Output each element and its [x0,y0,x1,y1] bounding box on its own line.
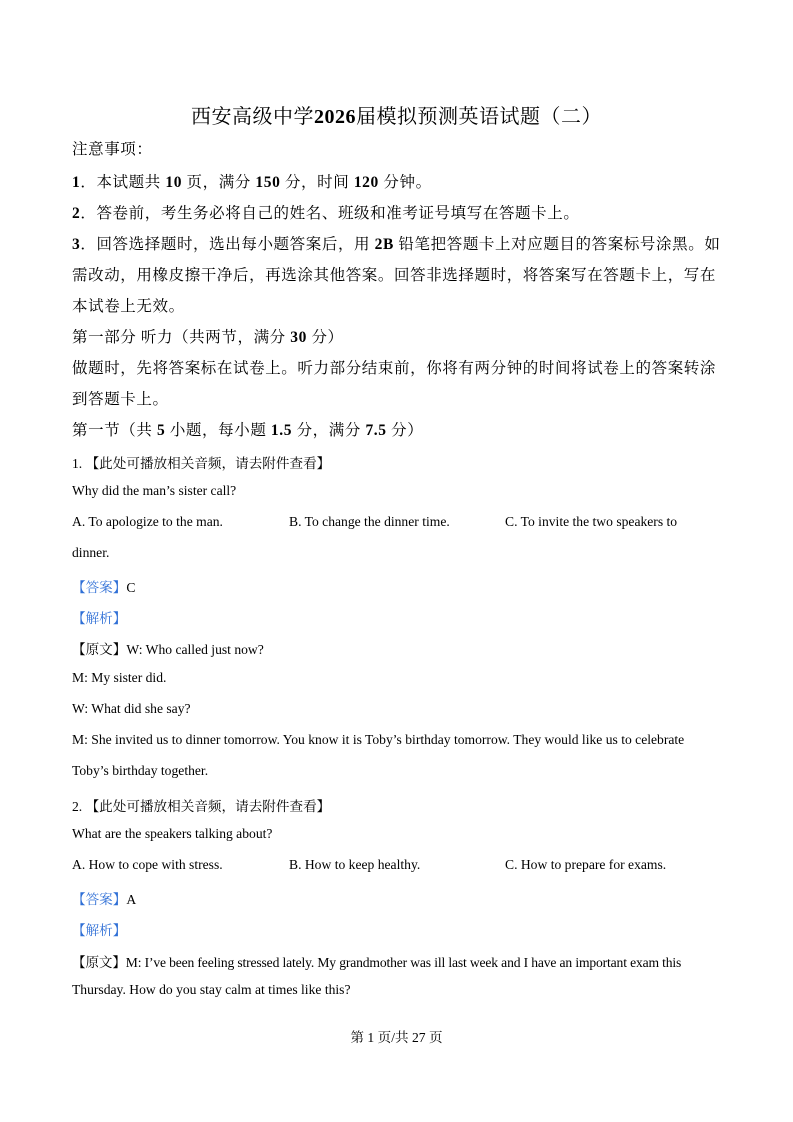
notice-item-3-line-2: 需改动，用橡皮擦干净后，再选涂其他答案。回答非选择题时，将答案写在答题卡上，写在 [72,267,717,284]
q1-transcript-2: M: My sister did. [72,670,167,685]
bold-number: 5 [156,422,166,439]
bold-number: 120 [353,174,379,191]
text: 分） [386,422,424,439]
q2-option-b: B. How to keep healthy. [289,857,421,872]
bold-text: 2B [374,236,394,253]
q1-transcript-5: Toby’s birthday together. [72,763,209,778]
dialogue-line: W: Who called just now? [126,642,264,657]
text: 第一部分 听力（共两节，满分 [72,329,291,346]
exam-title [0,100,793,129]
q2-option-c: C. How to prepare for exams. [505,857,667,872]
notice-item-1 [72,170,432,192]
q2-answer [72,888,136,908]
q1-transcript-1 [72,638,264,658]
bold-number: 150 [255,174,281,191]
notice-item-2 [72,201,579,223]
title-part: 西安高级中学 [191,106,314,128]
answer-tag: 【答案】 [72,580,127,595]
q1-transcript-4: M: She invited us to dinner tomorrow. You know it is Toby’s birthday tomorrow. They would like us to celebrate [72,732,685,747]
q1-option-c-cont: dinner. [72,545,110,560]
text: 页，满分 [182,174,256,191]
text: 分，时间 [280,174,354,191]
q2-audio-link[interactable]: 2. 【此处可播放相关音频，请去附件查看】 [72,799,331,814]
q2-transcript-1 [72,951,681,971]
q2-transcript-2: Thursday. How do you stay calm at times like this? [72,982,351,997]
dialogue-line: M: I’ve been feeling stressed lately. My grandmother was ill last week and I have an important exam this [125,955,682,970]
q1-question: Why did the man’s sister call? [72,483,237,498]
bold-number: 7.5 [365,422,387,439]
title-year: 2026 [314,106,356,128]
text: 铅笔把答题卡上对应题目的答案标号涂黑。如 [393,236,721,253]
q1-analysis-tag: 【解析】 [72,611,127,626]
q1-option-a: A. To apologize to the man. [72,514,223,529]
item-number: 1 [72,174,81,191]
instructions-line-1: 做题时，先将答案标在试卷上。听力部分结束前，你将有两分钟的时间将试卷上的答案转涂 [72,360,717,377]
text: ．回答选择题时，选出每小题答案后，用 [80,236,375,253]
q2-analysis-tag: 【解析】 [72,923,127,938]
part-one-heading [72,325,344,347]
bold-number: 30 [290,329,307,346]
instructions-line-2: 到答题卡上。 [72,391,169,408]
q1-transcript-3: W: What did she say? [72,701,191,716]
bold-number: 10 [165,174,183,191]
text: 小题，每小题 [165,422,271,439]
answer-tag: 【答案】 [72,892,127,907]
q1-audio-link[interactable]: 1. 【此处可播放相关音频，请去附件查看】 [72,456,331,471]
notice-item-3-line-3: 本试卷上无效。 [72,298,185,315]
q1-option-c: C. To invite the two speakers to [505,514,678,529]
q1-answer [72,576,135,596]
text: 分，满分 [292,422,366,439]
orig-tag: 【原文】 [72,642,127,657]
page-footer: 第 1 页/共 27 页 [350,1030,443,1045]
item-number: 3 [72,236,81,253]
text: 第一节（共 [72,422,157,439]
orig-tag: 【原文】 [72,955,126,970]
text: 分钟。 [378,174,432,191]
bold-number: 1.5 [270,422,293,439]
section-one-heading [72,418,423,440]
answer-value: A [126,892,137,907]
notice-heading: 注意事项： [72,141,153,158]
notice-item-3 [72,232,720,254]
item-number: 2 [72,205,81,222]
title-part: 届模拟预测英语试题（二） [356,106,602,128]
text: 分） [306,329,344,346]
text: ．本试题共 [80,174,166,191]
q1-option-b: B. To change the dinner time. [289,514,450,529]
answer-value: C [126,580,136,595]
text: ．答卷前，考生务必将自己的姓名、班级和准考证号填写在答题卡上。 [80,205,580,222]
q2-question: What are the speakers talking about? [72,826,273,841]
q2-option-a: A. How to cope with stress. [72,857,223,872]
